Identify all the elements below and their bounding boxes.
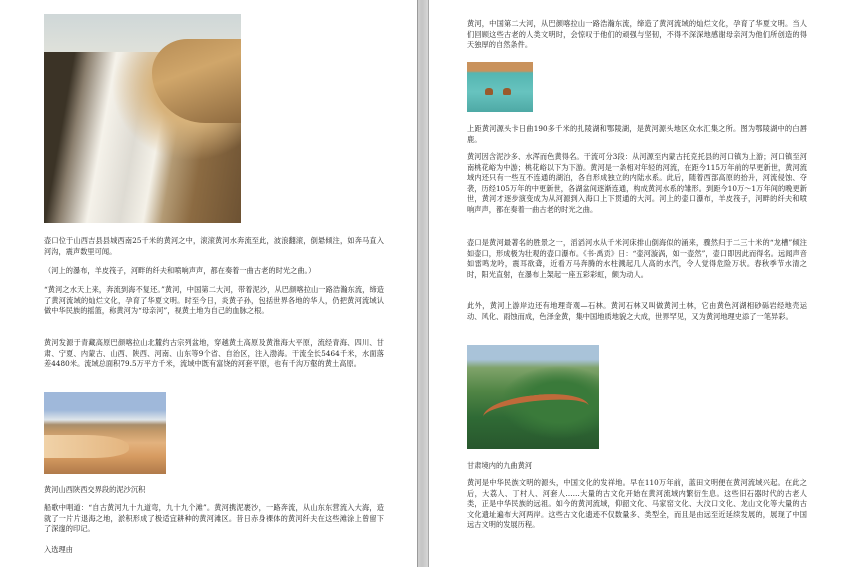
- gansu-yellow-river-photo: [467, 345, 599, 449]
- deer-figure: [503, 88, 511, 95]
- section-heading: 入选理由: [44, 545, 73, 554]
- deer-caption: 上距黄河源头卡日曲190多千米的扎陵湖和鄂陵湖，是黄河源头地区众水汇集之所。图为鄂陵湖中的白唇鹿。: [467, 124, 807, 144]
- left-text-block-6: [44, 503, 384, 535]
- hukou-caption: 壶口位于山西吉县县城西南25千米的黄河之中，滚滚黄河水奔流至此，波浪翻滚，倒悬倾注，如奔马直入河沟，震声数里可闻。: [44, 236, 384, 256]
- left-text-block-4: [44, 338, 384, 370]
- left-text-block-3: [44, 285, 384, 317]
- left-text-block-2: [44, 266, 384, 277]
- stone-forest-paragraph: 此外，黄河上游岸边还有地理奇观—石林。黄河石林又叫做黄河土林，它由黄色河湖相砂砾岩经地壳运动、风化、雨蚀而成，色泽金黄，集中国地质地貌之大成，世界罕见，又为黄河地理史添了一笔异彩。: [467, 301, 807, 321]
- right-intro-paragraph: 黄河，中国第二大河，从巴颜喀拉山一路浩瀚东流，缔造了黄河流域的灿烂文化，孕育了华夏文明。当人们回顾这些古老的人类文明时，会惊叹于他们的顽强与坚韧，不得不深深地感谢母亲河为他们所创造的得天独厚的自然条件。: [467, 19, 807, 50]
- civilization-paragraph: 黄河是中华民族文明的源头，中国文化的发祥地。早在110万年前，蓝田文明便在黄河流域兴起。在此之后，大荔人、丁村人、河套人……大量的古文化开始在黄河流域内繁衍生息。这些旧石器时代的古老人类，正是中华民族的远祖。如今的黄河流域，仰韶文化、马家窑文化、大汶口文化、龙山文化等大量的古文化遗址遍布大河两岸。这些古文化遗迹不仅数量多、类型全，而且是由远至近延续发展的，展现了中国远古文明的发展历程。: [467, 478, 807, 530]
- hukou-paragraph: 壶口是黄河最著名的胜景之一，滔滔河水从千米河床排山倒海似的涌来，骤然归于二三十米的“龙槽”倾注如壶口，形成极为壮观的壶口瀑布。《书·禹贡》日：“壶河漩涡，如一壶然”，壶口即因此而得名。远闻声音如雷鸣龙吟，震耳欲聋，近看万马奔腾的水柱溅起几人高的水汽，令人觉得危险万状。春秋季节水清之时，阳光直射，在瀑布上架起一座五彩彩虹，颇为动人。: [467, 238, 807, 279]
- boat-song-paragraph: 船歌中唱道：“自古黄河九十九道弯，九十九个滩”。黄河携泥裹沙，一路奔流，从山东东营流入大海，造就了一片片退海之地，淤积形成了极适宜耕种的黄河滩区。昔日赤身裸体的黄河纤夫在这些滩涂上曾留下了深邃的印记。: [44, 503, 384, 534]
- right-text-block-2: [467, 124, 807, 145]
- left-text-block-5: [44, 485, 384, 496]
- right-text-block-7: [467, 478, 807, 531]
- white-lipped-deer-photo: [467, 62, 533, 112]
- left-text-block-7: [44, 545, 384, 556]
- page-gutter: [417, 0, 429, 567]
- right-text-block-1: [467, 19, 807, 51]
- sediment-caption: 黄河山西陕西交界段的泥沙沉积: [44, 485, 146, 494]
- right-text-block-4: [467, 238, 807, 280]
- right-text-block-3: [467, 152, 807, 216]
- intro-paragraph: “黄河之水天上来，奔流到海不复还。”黄河，中国第二大河，带着泥沙，从巴颜喀拉山一路浩瀚东流，缔造了黄河流域的灿烂文化，孕育了华夏文明。时至今日，炎黄子孙，包括世界各地的华人，仍把黄河流域认做中华民族的摇篮，称黄河为“母亲河”，视黄土地为自己的血脉之根。: [44, 285, 384, 316]
- left-text-block-1: [44, 236, 384, 257]
- right-page: [429, 0, 845, 567]
- hukou-waterfall-photo: [44, 14, 241, 223]
- right-text-block-5: [467, 301, 807, 322]
- gansu-caption: 甘肃境内的九曲黄河: [467, 461, 533, 470]
- quote-text: （河上的瀑布，羊皮筏子，河畔的纤夫和喷响声声，都在奏着一曲古老的时光之曲。）: [44, 266, 316, 275]
- left-page: [0, 0, 417, 567]
- sediment-photo: [44, 392, 166, 474]
- deer-figure: [485, 88, 493, 95]
- source-paragraph: 黄河发源于青藏高原巴颜喀拉山北麓约古宗列盆地，穿越黄土高原及黄淮海大平原，流经青海、四川、甘肃、宁夏、内蒙古、山西、陕西、河南、山东等9个省、自治区，注入渤海。干流全长5464千米，水面落差4480米。流域总面积79.5万平方千米，流域中既有富饶的河套平原，也有千沟万壑的黄土高原。: [44, 338, 384, 369]
- right-text-block-6: [467, 461, 807, 472]
- geology-paragraph: 黄河因含泥沙多、水浑而色黄得名。干流可分3段：从河源至内蒙古托克托县的河口镇为上游；河口镇至河南桃花峪为中游；桃花峪以下为下游。黄河是一条相对年轻的河流，在距今115万年前的早更新世，黄河流域内还只有一些互不连通的湖泊，各自形成独立的内陆水系。此后，随着西部高原的抬升，河流侵蚀、夺袭，历经105万年的中更新世，各湖盆间逐渐连通，构成黄河水系的雏形。到距今10万～1万年间的晚更新世，黄河才逐步演变成为从河源到入海口上下贯通的大河。河上的壶口瀑布，羊皮筏子，河畔的纤夫和喷响声声，都在奏着一曲古老的时光之曲。: [467, 152, 807, 214]
